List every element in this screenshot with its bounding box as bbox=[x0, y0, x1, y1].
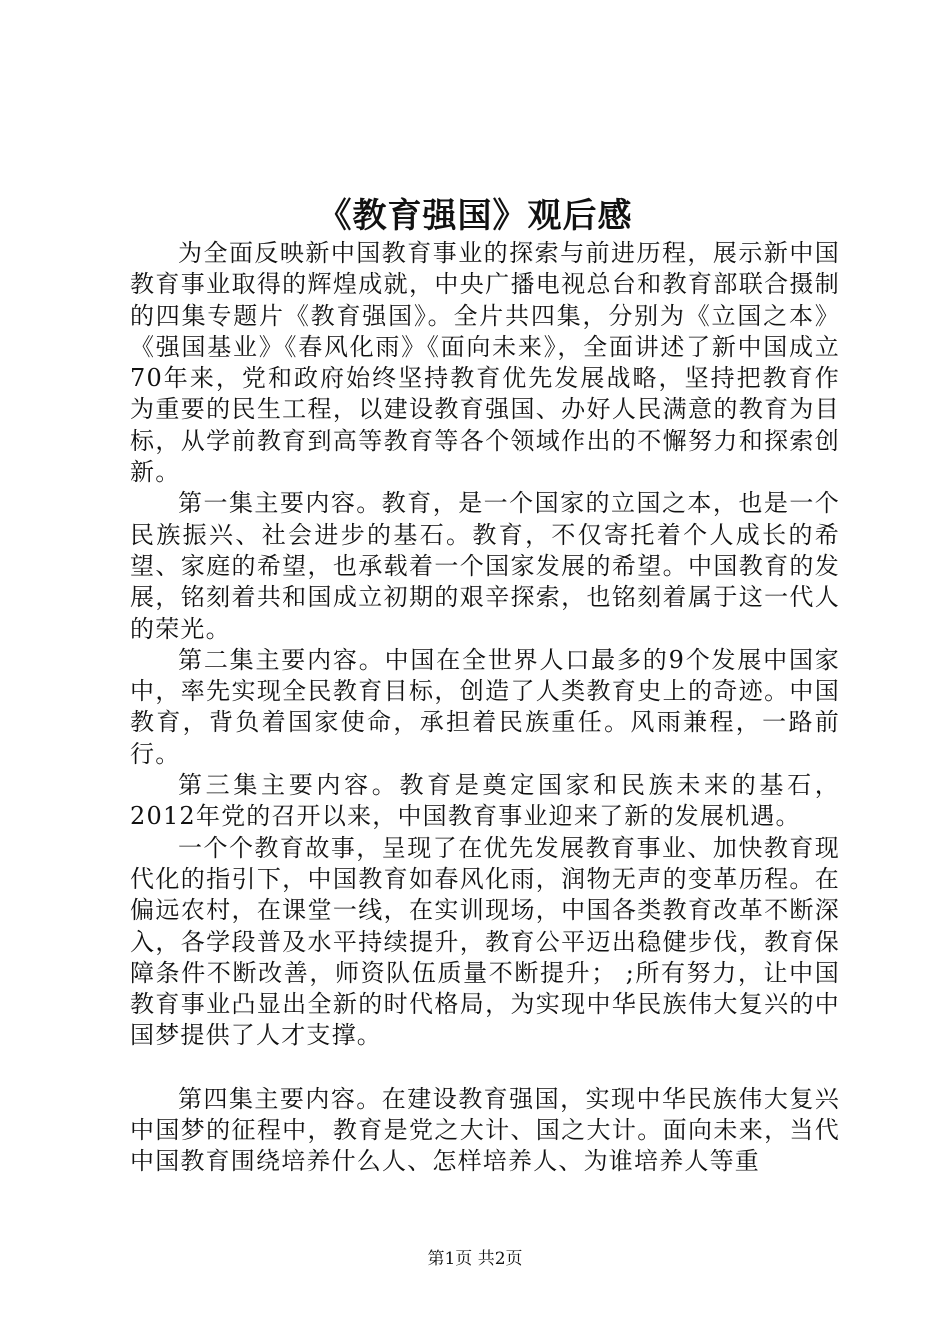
page-number: 第1页 共2页 bbox=[427, 1249, 523, 1269]
document-body bbox=[130, 238, 840, 1178]
paragraph-episode-3: 第三集主要内容。教育是奠定国家和民族未来的基石，2012年党的召开以来，中国教育事业迎来了新的发展机遇。 bbox=[130, 771, 840, 831]
document-title: 《教育强国》观后感 bbox=[317, 196, 633, 236]
paragraph-intro: 为全面反映新中国教育事业的探索与前进历程，展示新中国教育事业取得的辉煌成就，中央广播电视总台和教育部联合摄制的四集专题片《教育强国》。全片共四集，分别为《立国之本》《强国基业》《春风化雨》《面向未来》，全面讲述了新中国成立70年来，党和政府始终坚持教育优先发展战略，坚持把教育作为重要的民生工程，以建设教育强国、办好人民满意的教育为目标，从学前教育到高等教育等各个领域作出的不懈努力和探索创新。 bbox=[130, 239, 840, 487]
paragraph-stories: 一个个教育故事，呈现了在优先发展教育事业、加快教育现代化的指引下，中国教育如春风化雨，润物无声的变革历程。在偏远农村，在课堂一线，在实训现场，中国各类教育改革不断深入，各学段普及水平持续提升，教育公平迈出稳健步伐，教育保障条件不断改善，师资队伍质量不断提升； ;所有努力，让中国教育事业凸显出全新的时代格局，为实现中华民族伟大复兴的中国梦提供了人才支撑。 bbox=[130, 833, 840, 1050]
paragraph-spacer bbox=[130, 1052, 840, 1084]
paragraph-episode-1: 第一集主要内容。教育，是一个国家的立国之本，也是一个民族振兴、社会进步的基石。教育，不仅寄托着个人成长的希望、家庭的希望，也承载着一个国家发展的希望。中国教育的发展，铭刻着共和国成立初期的艰辛探索，也铭刻着属于这一代人的荣光。 bbox=[130, 489, 840, 643]
paragraph-episode-2: 第二集主要内容。中国在全世界人口最多的9个发展中国家中，率先实现全民教育目标，创造了人类教育史上的奇迹。中国教育，背负着国家使命，承担着民族重任。风雨兼程，一路前行。 bbox=[130, 645, 840, 768]
paragraph-episode-4: 第四集主要内容。在建设教育强国，实现中华民族伟大复兴中国梦的征程中，教育是党之大计、国之大计。面向未来，当代中国教育围绕培养什么人、怎样培养人、为谁培养人等重 bbox=[130, 1084, 840, 1176]
